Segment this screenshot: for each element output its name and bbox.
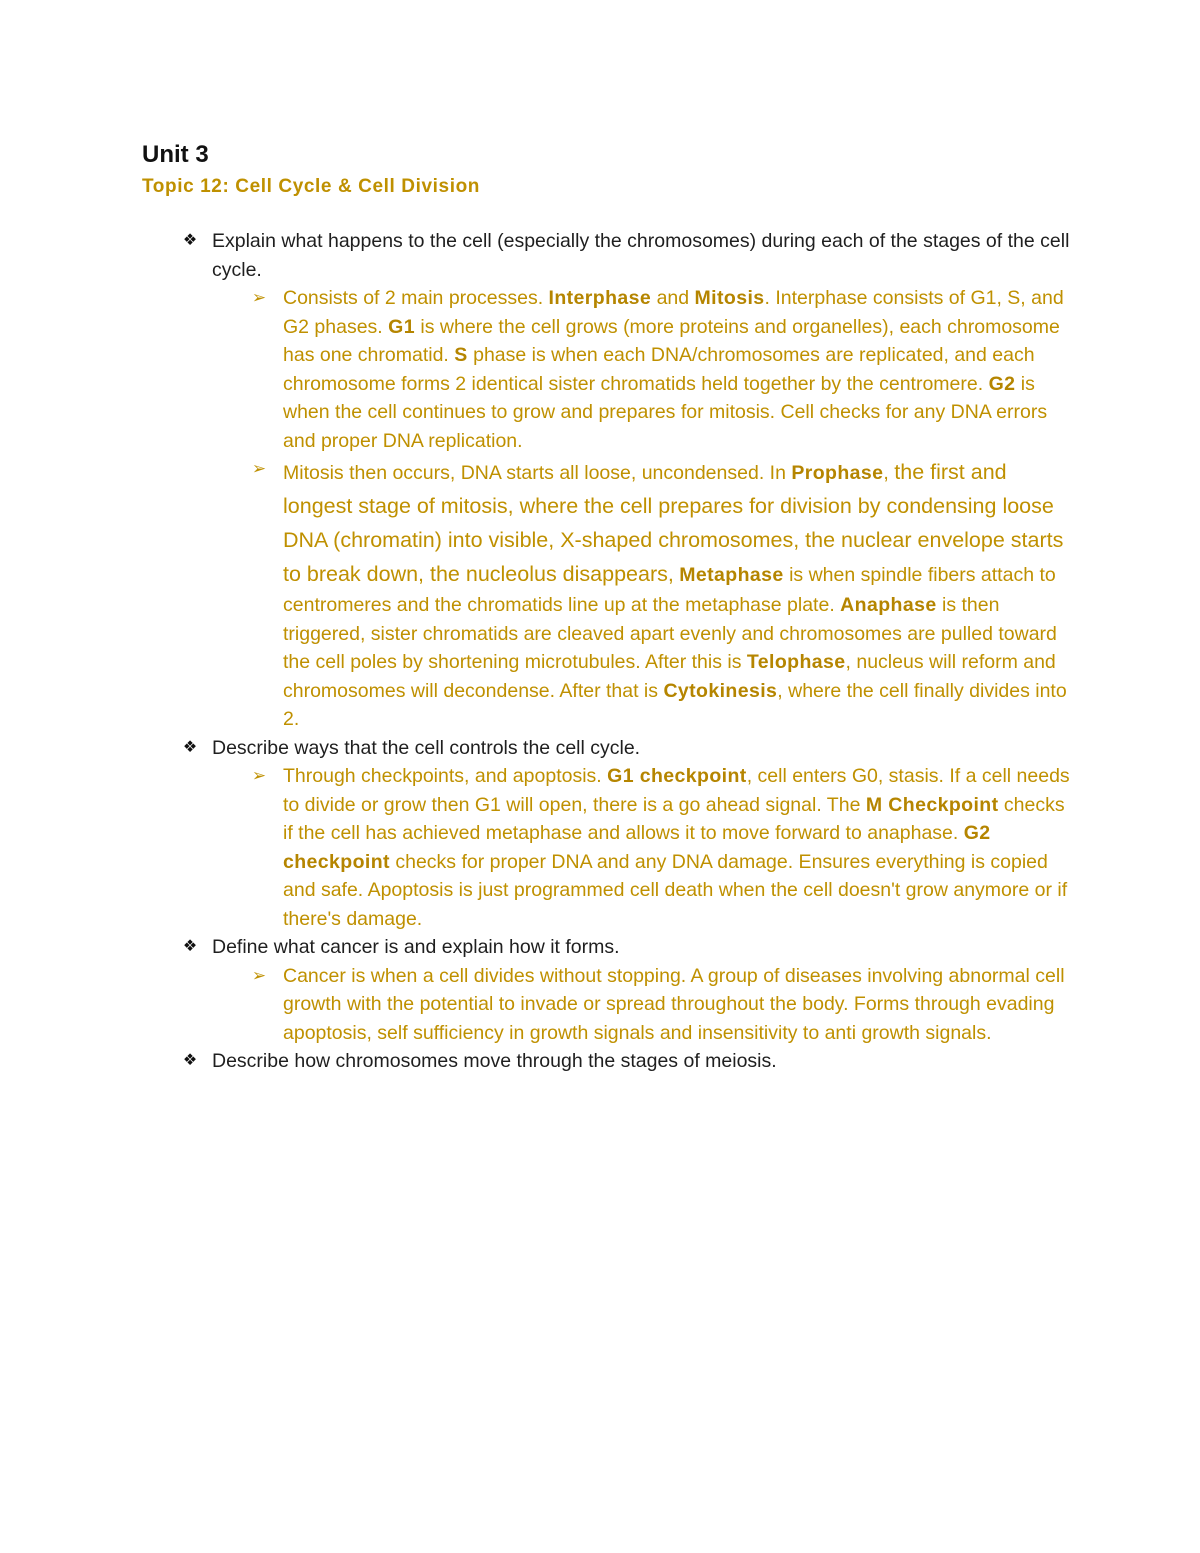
key-term: S [454,344,468,366]
answer-text: . Interphase consists of G1, S, and G2 phases. [283,287,1064,338]
question-item [142,1047,1072,1076]
answer-item [212,762,1072,933]
answer-text: is then triggered, sister chromatids are cleaved apart evenly and chromosomes are pulled toward the cell poles by shortening microtubules. After this is [283,594,1057,673]
arrow-bullet-icon: ➢ [251,288,267,307]
answer-text: checks if the cell has achieved metaphase and allows it to move forward to anaphase. [283,793,1065,844]
key-term: Metaphase [679,564,784,586]
answer-list [212,762,1072,933]
question-outline [142,227,1072,1076]
diamond-bullet-icon: ❖ [182,938,198,955]
key-term: G2 checkpoint [283,822,991,873]
answer-text: is when spindle fibers attach to centromeres and the chromatids line up at the metaphase plate. [283,564,1056,616]
key-term: Mitosis [694,287,765,309]
answer-text: , [883,462,895,484]
answer-text: and [651,287,695,309]
answer-text: , cell enters G0, stasis. If a cell needs to divide or grow then G1 will open, there is a go ahead signal. The [283,765,1070,816]
answer-item [212,284,1072,455]
question-text: Define what cancer is and explain how it forms. [212,936,620,958]
answer-text: is when the cell continues to grow and prepares for mitosis. Cell checks for any DNA errors and proper DNA replication. [283,372,1048,452]
answer-text: phase is when each DNA/chromosomes are replicated, and each chromosome forms 2 identical sister chromatids held together by the centromere. [283,344,1035,395]
diamond-bullet-icon: ❖ [182,738,198,756]
question-text: Describe ways that the cell controls the cell cycle. [212,736,641,759]
question-item [142,227,1072,734]
answer-item [212,962,1072,1048]
arrow-bullet-icon: ➢ [251,459,267,478]
answer-text: , where the cell finally divides into 2. [283,679,1067,730]
topic-title: Topic 12: Cell Cycle & Cell Division [142,176,481,197]
question-item [142,933,1072,1047]
question-text: Explain what happens to the cell (especially the chromosomes) during each of the stages of the cell cycle. [212,230,1070,281]
answer-text: , nucleus will reform and chromosomes will decondense. After that is [283,651,1056,702]
answer-text: Mitosis then occurs, DNA starts all loose, uncondensed. In [283,462,792,484]
key-term: Anaphase [840,594,937,616]
key-term: Cytokinesis [663,679,778,702]
key-term: Interphase [548,287,652,309]
answer-text: Consists of 2 main processes. [283,287,549,309]
key-term: Prophase [791,462,884,484]
key-term: Telophase [746,651,846,673]
diamond-bullet-icon: ❖ [182,232,198,249]
question-item [142,734,1072,934]
diamond-bullet-icon: ❖ [182,1052,198,1069]
question-text: Describe how chromosomes move through the stages of meiosis. [212,1050,777,1072]
key-term: G2 [988,372,1016,395]
answer-item [212,455,1072,734]
key-term: G1 [388,315,415,338]
answer-text: checks for proper DNA and any DNA damage. Ensures everything is copied and safe. Apoptosis is just programmed cell death when the cell doesn't grow anymore or if there's damage. [283,850,1068,930]
key-term: M Checkpoint [865,793,999,816]
arrow-bullet-icon: ➢ [251,766,267,785]
key-term: G1 checkpoint [607,765,747,787]
answer-text: Through checkpoints, and apoptosis. [283,765,608,787]
answer-text: Cancer is when a cell divides without stopping. A group of diseases involving abnormal cell growth with the potential to invade or spread throughout the body. Forms through evading apoptosis, self sufficiency in growth signals and insensitivity to anti growth signals. [283,964,1065,1044]
unit-title: Unit 3 [142,141,209,168]
answer-text: the first and longest stage of mitosis, where the cell prepares for division by condensing loose DNA (chromatin) into visible, X-shaped chromosomes, the nuclear envelope starts to break down, the nucleolus disappears, [283,460,1064,586]
answer-text: is where the cell grows (more proteins and organelles), each chromosome has one chromatid. [283,315,1060,366]
arrow-bullet-icon: ➢ [251,965,267,985]
answer-list [212,962,1072,1048]
answer-list [212,284,1072,734]
